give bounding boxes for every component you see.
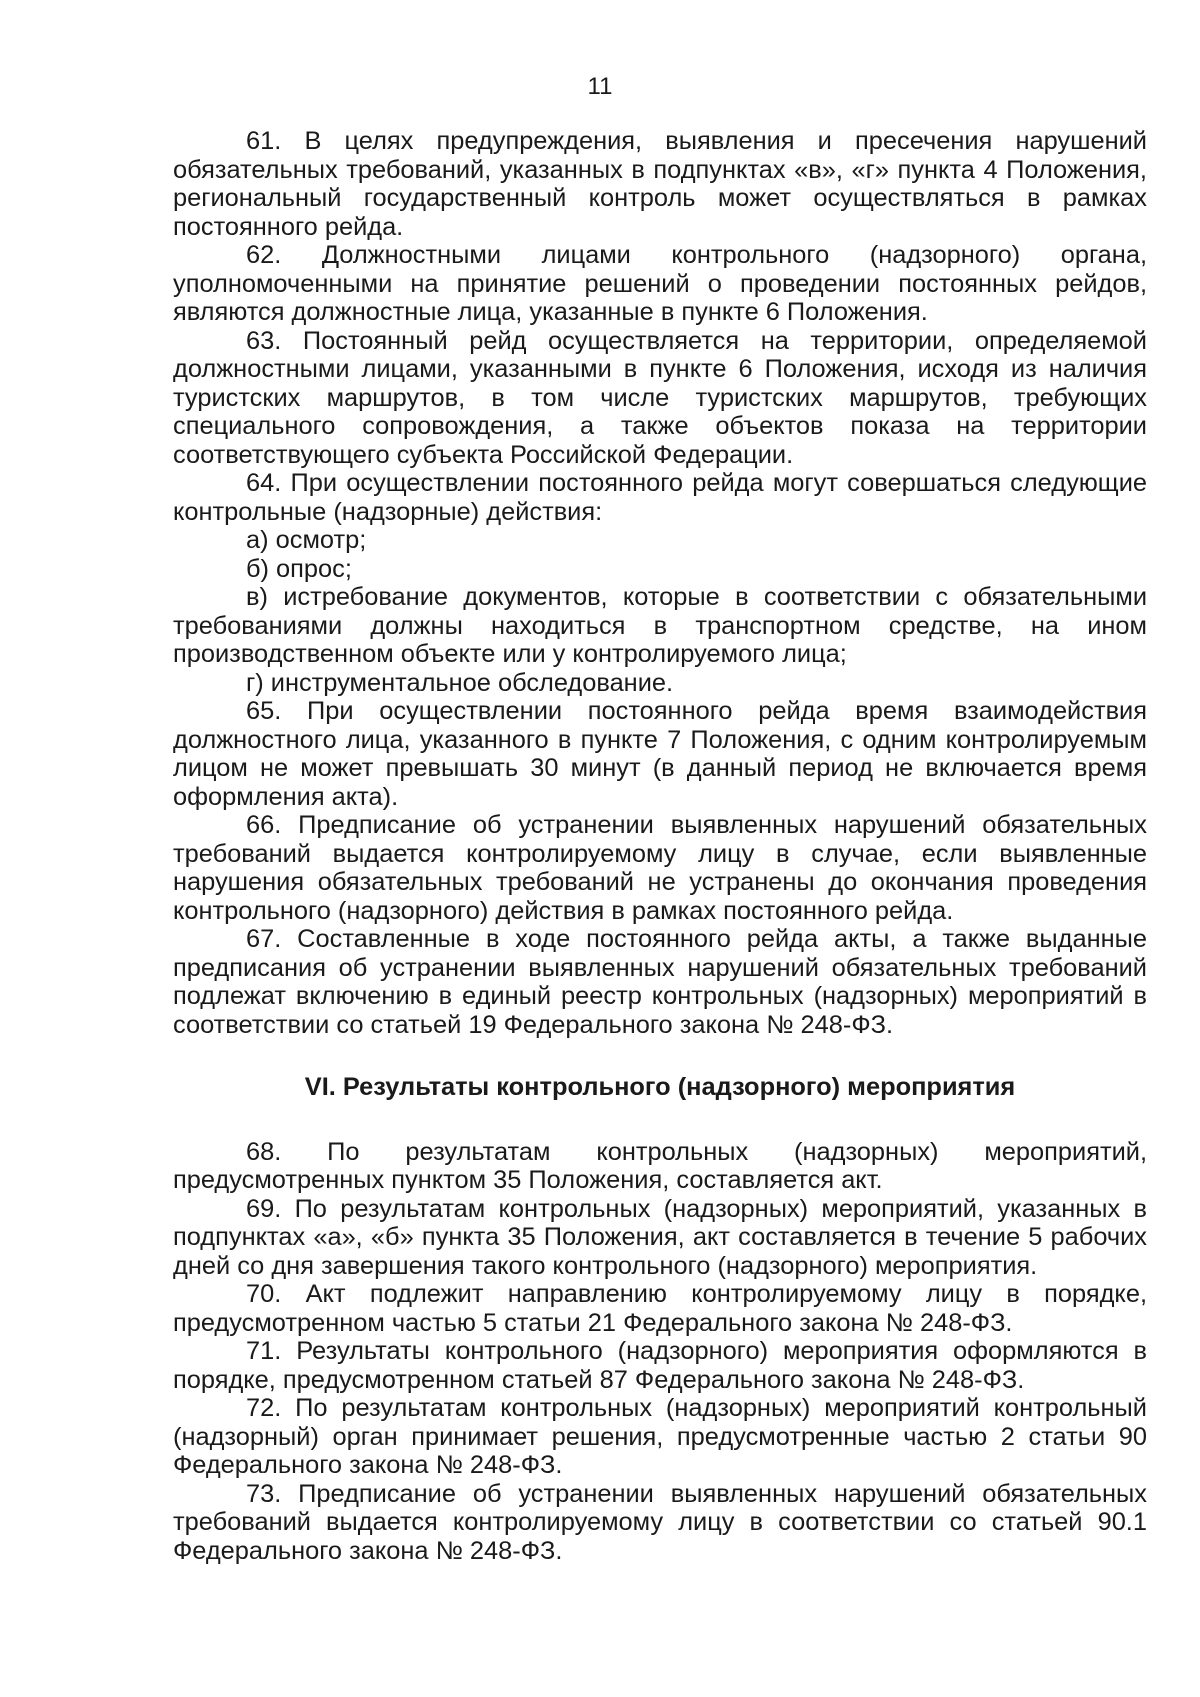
list-item-v: в) истребование документов, которые в соответствии с обязательными требованиями должны находиться в транспортном средстве, на ином производственном объекте или у контролируемого лица;	[173, 583, 1147, 668]
page-number: 11	[587, 73, 613, 100]
paragraph-68: 68. По результатам контрольных (надзорных) мероприятий, предусмотренных пунктом 35 Положения, составляется акт.	[173, 1137, 1147, 1194]
paragraph-61: 61. В целях предупреждения, выявления и пресечения нарушений обязательных требований, указанных в подпунктах «в», «г» пункта 4 Положения, региональный государственный контроль может осуществляться в рамках постоянного рейда.	[173, 127, 1147, 241]
paragraph-65: 65. При осуществлении постоянного рейда время взаимодействия должностного лица, указанного в пункте 7 Положения, с одним контролируемым лицом не может превышать 30 минут (в данный период не включается время оформления акта).	[173, 697, 1147, 811]
paragraph-66: 66. Предписание об устранении выявленных нарушений обязательных требований выдается контролируемому лицу в случае, если выявленные нарушения обязательных требований не устранены до окончания проведения контрольного (надзорного) действия в рамках постоянного рейда.	[173, 811, 1147, 925]
list-item-a: а) осмотр;	[246, 526, 367, 554]
paragraph-73: 73. Предписание об устранении выявленных нарушений обязательных требований выдается контролируемому лицу в соответствии со статьей 90.1 Федерального закона № 248-ФЗ.	[173, 1479, 1147, 1565]
section-heading: VI. Результаты контрольного (надзорного) мероприятия	[304, 1073, 1016, 1101]
paragraph-71: 71. Результаты контрольного (надзорного) мероприятия оформляются в порядке, предусмотренном статьей 87 Федерального закона № 248-ФЗ.	[173, 1337, 1147, 1394]
paragraph-72: 72. По результатам контрольных (надзорных) мероприятий контрольный (надзорный) орган принимает решения, предусмотренные частью 2 статьи 90 Федерального закона № 248-ФЗ.	[173, 1394, 1147, 1479]
list-item-b: б) опрос;	[246, 554, 352, 583]
paragraph-62: 62. Должностными лицами контрольного (надзорного) органа, уполномоченными на принятие решений о проведении постоянных рейдов, являются должностные лица, указанные в пункте 6 Положения.	[173, 241, 1147, 326]
list-item-g: г) инструментальное обследование.	[246, 668, 674, 697]
paragraph-70: 70. Акт подлежит направлению контролируемому лицу в порядке, предусмотренном частью 5 статьи 21 Федерального закона № 248-ФЗ.	[173, 1280, 1147, 1337]
paragraph-64: 64. При осуществлении постоянного рейда могут совершаться следующие контрольные (надзорные) действия:	[173, 469, 1147, 526]
document-body	[173, 127, 1147, 1565]
paragraph-67: 67. Составленные в ходе постоянного рейда акты, а также выданные предписания об устранении выявленных нарушений обязательных требований подлежат включению в единый реестр контрольных (надзорных) мероприятий в соответствии со статьей 19 Федерального закона № 248-ФЗ.	[173, 925, 1147, 1039]
paragraph-69: 69. По результатам контрольных (надзорных) мероприятий, указанных в подпунктах «а», «б» пункта 35 Положения, акт составляется в течение 5 рабочих дней со дня завершения такого контрольного (надзорного) мероприятия.	[173, 1194, 1147, 1280]
paragraph-63: 63. Постоянный рейд осуществляется на территории, определяемой должностными лицами, указанными в пункте 6 Положения, исходя из наличия туристских маршрутов, в том числе туристских маршрутов, требующих специального сопровождения, а также объектов показа на территории соответствующего субъекта Российской Федерации.	[173, 326, 1147, 469]
